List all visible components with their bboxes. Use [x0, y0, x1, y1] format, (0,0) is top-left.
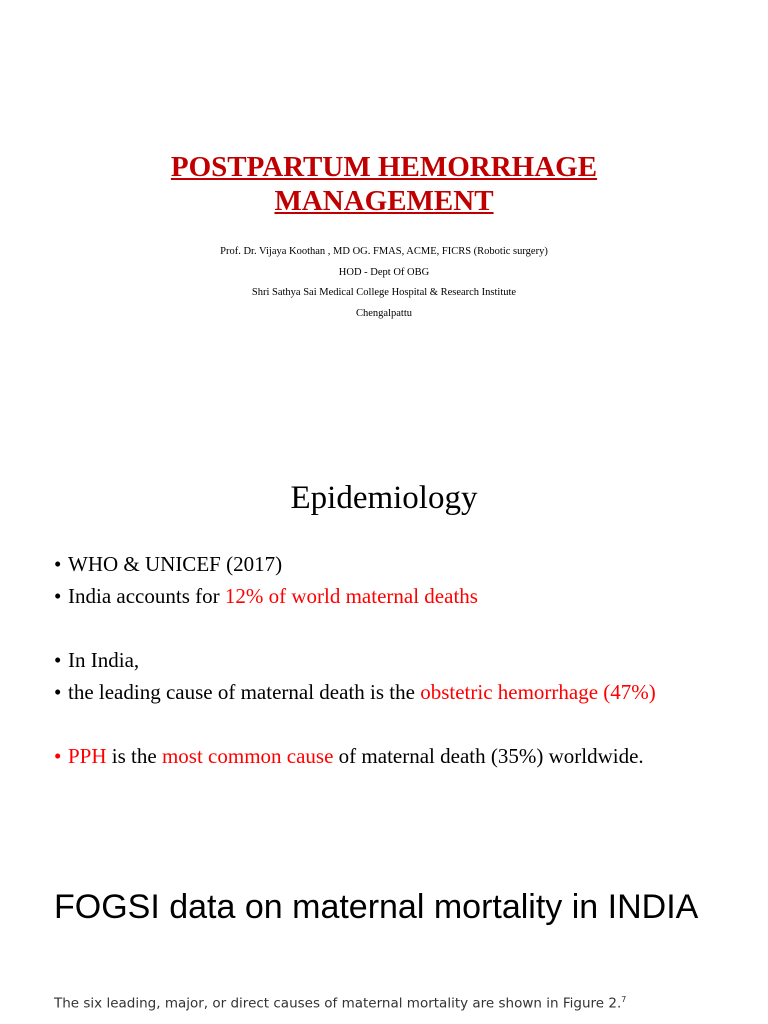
author-block	[0, 242, 768, 324]
highlight-text: 12% of world maternal deaths	[224, 584, 478, 608]
bullet-pph	[54, 740, 754, 772]
title-line-2: MANAGEMENT	[274, 185, 494, 217]
bullet-text: WHO & UNICEF (2017)	[68, 552, 283, 576]
bullet-text: of maternal death (35%) worldwide.	[333, 744, 644, 768]
fogsi-caption	[54, 995, 754, 1012]
fogsi-slide	[0, 880, 768, 1024]
bullet-dot: •	[54, 648, 62, 672]
title-line-1: POSTPARTUM HEMORRHAGE	[170, 151, 598, 183]
author-institute: Shri Sathya Sai Medical College Hospital & Research Institute	[251, 287, 517, 298]
bullet-dot: •	[54, 584, 62, 608]
author-credentials: Prof. Dr. Vijaya Koothan , MD OG. FMAS, ACME, FICRS (Robotic surgery)	[220, 246, 548, 257]
bullet-who-unicef	[54, 548, 754, 580]
author-location: Chengalpattu	[356, 307, 412, 319]
caption-reference: 7	[621, 995, 627, 1004]
highlight-text: most common cause	[161, 744, 334, 768]
bullet-dot: •	[54, 552, 62, 576]
bullet-text: India accounts for	[68, 584, 225, 608]
bullet-in-india	[54, 644, 754, 676]
slide-title	[0, 150, 768, 218]
author-department: HOD - Dept Of OBG	[338, 266, 430, 278]
epidemiology-heading: Epidemiology	[290, 480, 478, 516]
title-slide	[0, 0, 768, 400]
bullet-india-accounts	[54, 580, 754, 612]
fogsi-heading: FOGSI data on maternal mortality in INDIA	[54, 888, 699, 926]
caption-text: The six leading, major, or direct causes of maternal mortality are shown in Figure 2.	[54, 995, 622, 1012]
bullet-dot: •	[54, 744, 62, 768]
bullet-text: In India,	[68, 648, 140, 672]
highlight-text: obstetric hemorrhage (47%)	[420, 680, 656, 704]
bullet-text: is the	[106, 744, 162, 768]
epidemiology-slide	[0, 460, 768, 840]
highlight-text: PPH	[68, 744, 107, 768]
bullet-leading-cause	[54, 676, 754, 708]
bullet-text: the leading cause of maternal death is the	[68, 680, 421, 704]
bullet-dot: •	[54, 680, 62, 704]
bullet-list	[54, 548, 754, 772]
